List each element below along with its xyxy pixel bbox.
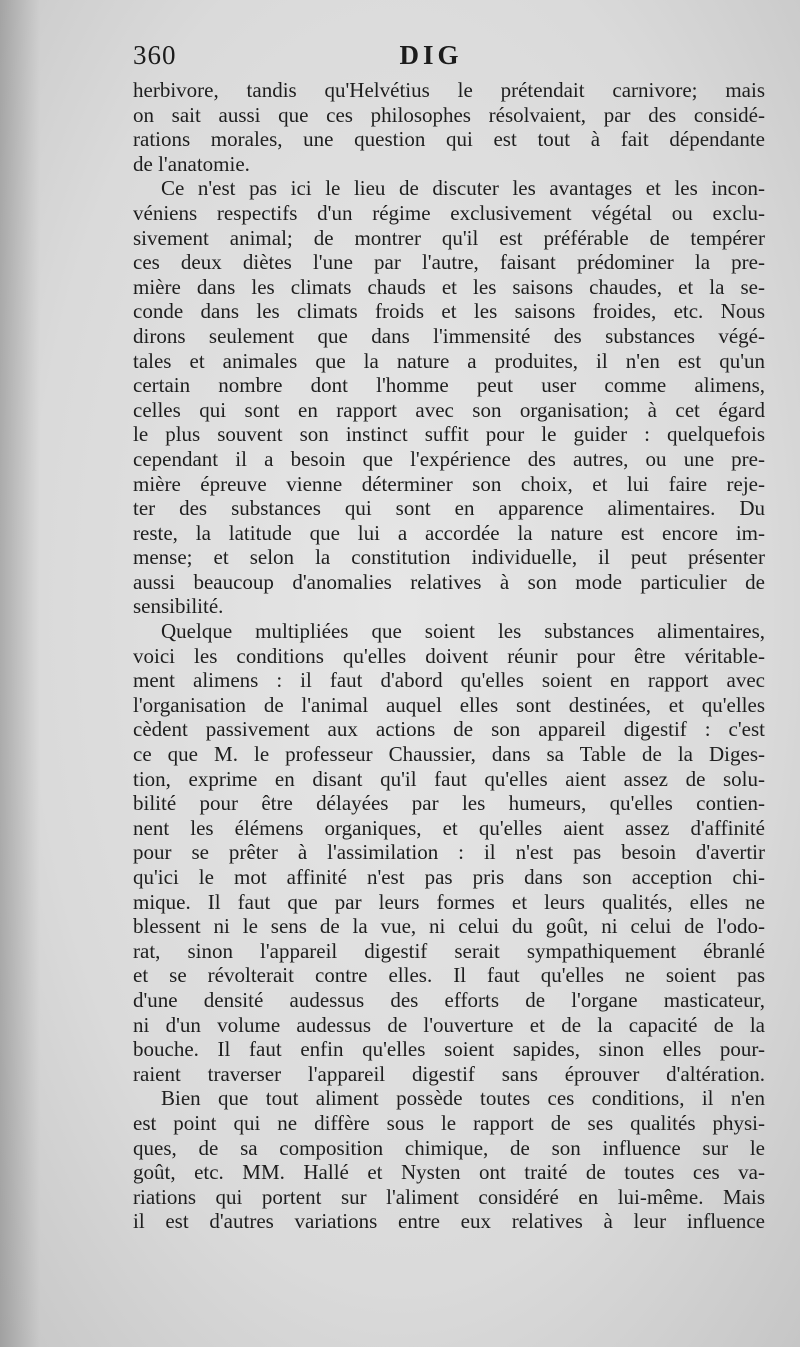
body-text (133, 78, 765, 1234)
text-line: Bien que tout aliment possède toutes ces conditions, il n'en (161, 1086, 765, 1111)
text-line: rat, sinon l'appareil digestif serait sympathiquement ébranlé (133, 938, 765, 963)
running-head (133, 40, 765, 76)
text-line: mière épreuve vienne déterminer son choix, et lui faire reje- (133, 471, 765, 496)
text-line: ques, de sa composition chimique, de son influence sur le (133, 1135, 765, 1160)
text-line: le plus souvent son instinct suffit pour le guider : quelquefois (133, 422, 765, 447)
gutter-shadow (0, 0, 40, 1347)
text-line: conde dans les climats froids et les saisons froides, etc. Nous (133, 299, 765, 324)
text-line: aussi beaucoup d'anomalies relatives à son mode particulier de (133, 569, 765, 594)
page-number: 360 (133, 40, 177, 70)
text-line: véniens respectifs d'un régime exclusivement végétal ou exclu- (133, 200, 765, 225)
text-line: bouche. Il faut enfin qu'elles soient sapides, sinon elles pour- (133, 1037, 765, 1062)
text-line: rations morales, une question qui est tout à fait dépendante (133, 127, 765, 152)
text-line: certain nombre dont l'homme peut user comme alimens, (133, 373, 765, 398)
text-line: mense; et selon la constitution individuelle, il peut présenter (133, 545, 765, 570)
text-line: blessent ni le sens de la vue, ni celui du goût, ni celui de l'odo- (133, 914, 765, 939)
text-line: Ce n'est pas ici le lieu de discuter les avantages et les incon- (161, 176, 765, 201)
text-line: mique. Il faut que par leurs formes et leurs qualités, elles ne (133, 889, 765, 914)
text-line: cependant il a besoin que l'expérience des autres, ou une pre- (133, 446, 765, 471)
text-line: l'organisation de l'animal auquel elles sont destinées, et qu'elles (133, 692, 765, 717)
text-line: ter des substances qui sont en apparence alimentaires. Du (133, 496, 765, 521)
text-line: ce que M. le professeur Chaussier, dans sa Table de la Diges- (133, 742, 765, 767)
text-line: pour se prêter à l'assimilation : il n'est pas besoin d'avertir (133, 840, 765, 865)
text-line: de l'anatomie. (133, 151, 250, 176)
text-line: et se révolterait contre elles. Il faut qu'elles ne soient pas (133, 963, 765, 988)
text-line: ces deux diètes l'une par l'autre, faisant prédominer la pre- (133, 250, 765, 275)
text-line: qu'ici le mot affinité n'est pas pris dans son acception chi- (133, 865, 765, 889)
paragraph-1 (133, 78, 765, 176)
text-line: goût, etc. MM. Hallé et Nysten ont traité de toutes ces va- (133, 1160, 765, 1185)
text-line: riations qui portent sur l'aliment considéré en lui-même. Mais (133, 1184, 765, 1209)
text-line: ni d'un volume audessus de l'ouverture et de la capacité de la (133, 1012, 765, 1037)
text-line: on sait aussi que ces philosophes résolvaient, par des considé- (133, 102, 765, 127)
paragraph-2 (133, 176, 765, 619)
text-line: nent les élémens organiques, et qu'elles aient assez d'affinité (133, 815, 765, 840)
text-line: bilité pour être délayées par les humeurs, qu'elles contien- (133, 791, 765, 816)
text-line: herbivore, tandis qu'Helvétius le prétendait carnivore; mais (133, 78, 765, 102)
text-line: dirons seulement que dans l'immensité des substances végé- (133, 323, 765, 348)
text-line: d'une densité audessus des efforts de l'organe masticateur, (133, 987, 765, 1012)
text-line: il est d'autres variations entre eux relatives à leur influence (133, 1209, 765, 1234)
text-line: sensibilité. (133, 594, 224, 619)
text-line: reste, la latitude que lui a accordée la nature est encore im- (133, 520, 765, 545)
text-line: sivement animal; de montrer qu'il est préférable de tempérer (133, 225, 765, 250)
text-line: voici les conditions qu'elles doivent réunir pour être véritable- (133, 643, 765, 668)
text-line: est point qui ne diffère sous le rapport de ses qualités physi- (133, 1110, 765, 1135)
running-title: DIG (399, 40, 463, 70)
text-line: ment alimens : il faut d'abord qu'elles soient en rapport avec (133, 668, 765, 693)
text-line: Quelque multipliées que soient les substances alimentaires, (161, 619, 765, 644)
text-line: tion, exprime en disant qu'il faut qu'elles aient assez de solu- (133, 766, 765, 791)
text-line: cèdent passivement aux actions de son appareil digestif : c'est (133, 717, 765, 742)
paragraph-3 (133, 619, 765, 1086)
text-line: celles qui sont en rapport avec son organisation; à cet égard (133, 397, 765, 422)
text-line: mière dans les climats chauds et les saisons chaudes, et la se- (133, 274, 765, 299)
text-line: raient traverser l'appareil digestif sans éprouver d'altération. (133, 1061, 765, 1086)
paragraph-4 (133, 1086, 765, 1234)
text-line: tales et animales que la nature a produites, il n'en est qu'un (133, 348, 765, 373)
